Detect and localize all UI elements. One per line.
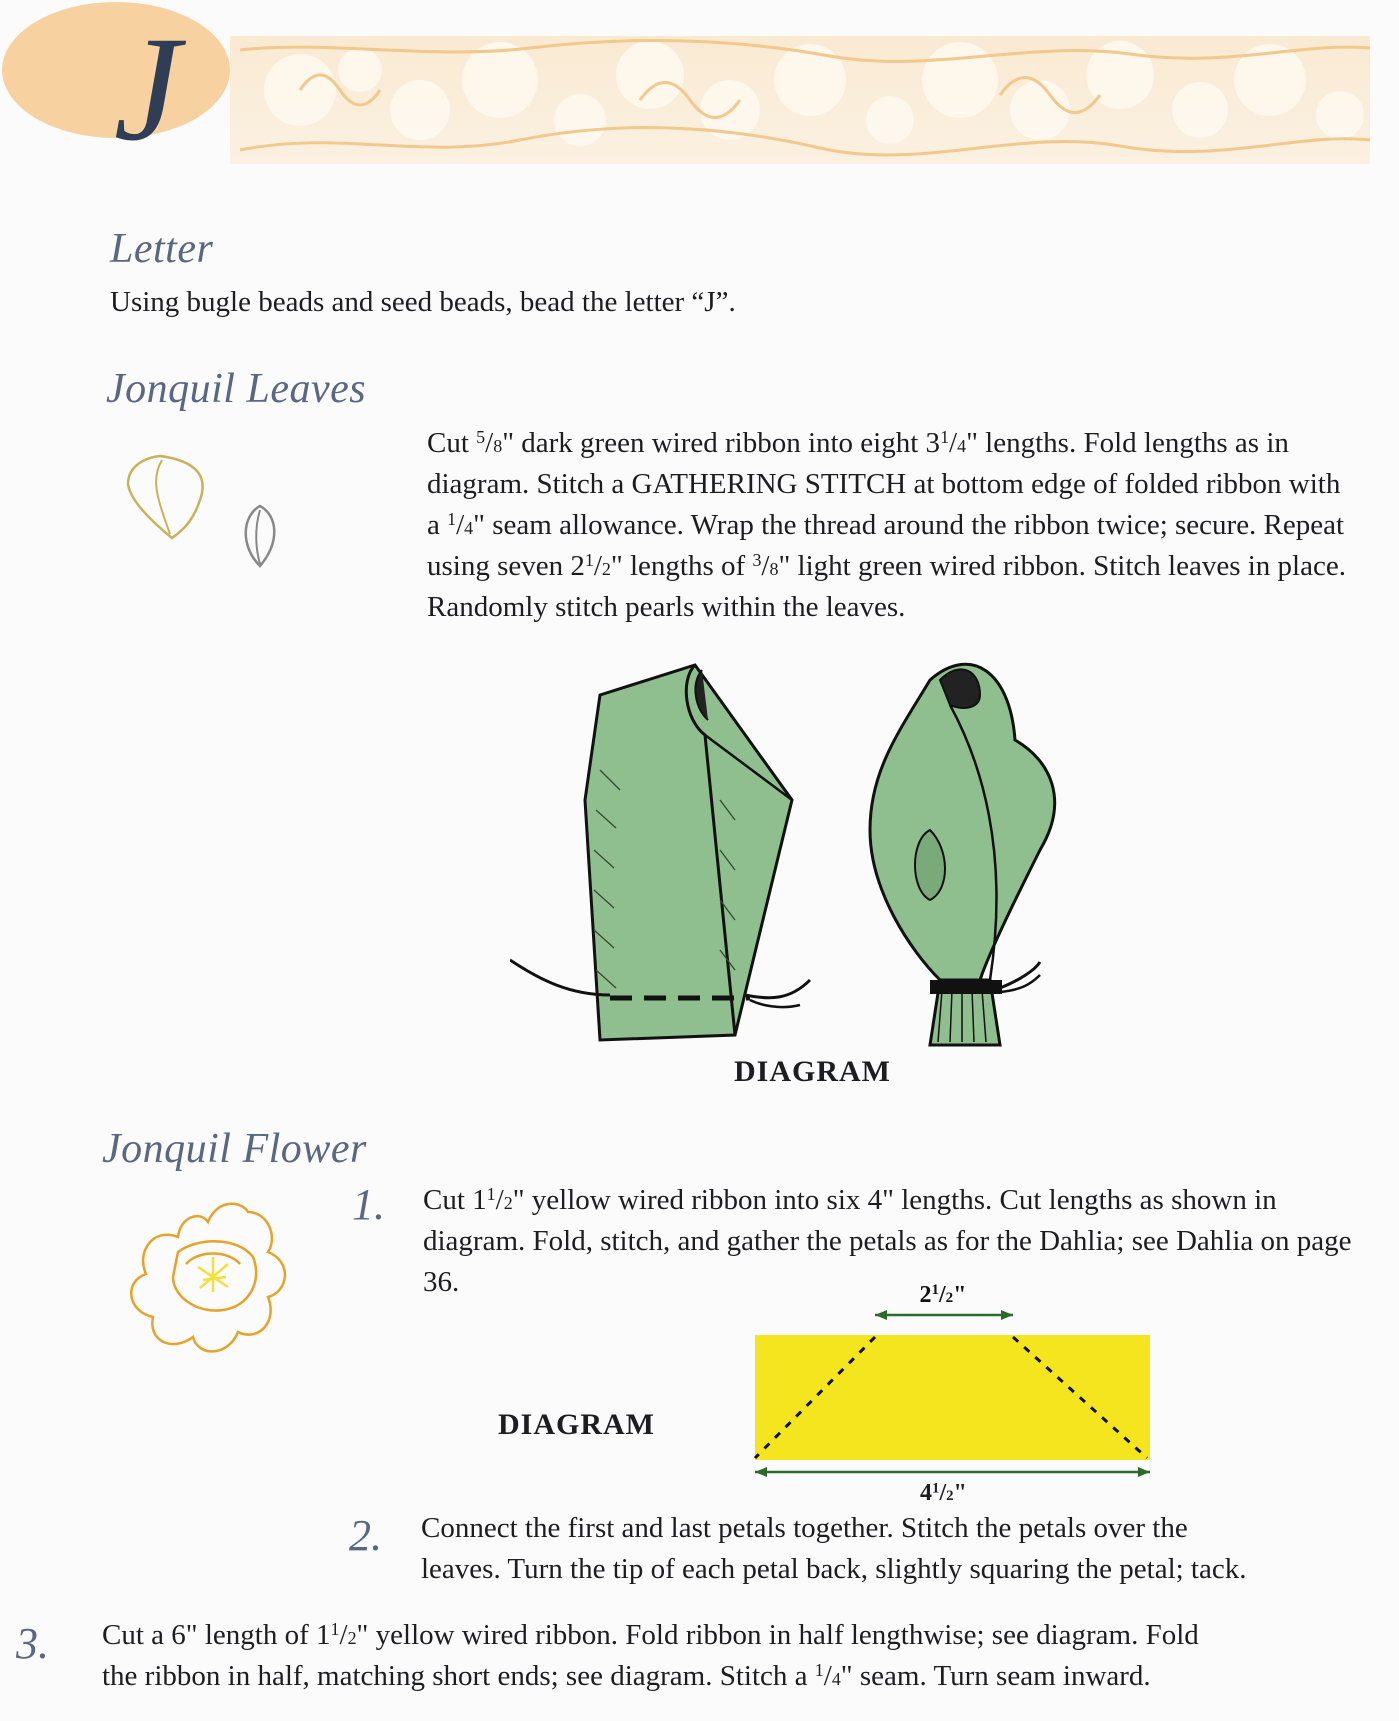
header-banner bbox=[0, 0, 1399, 200]
leaves-instructions: Cut $^5$/8" dark green wired ribbon into eight $3^1/4$" lengths. Fold lengths as in diagram. Stitch a GATHERING STITCH at bottom edge of folded ribbon with a $^1$/4" seam allowance. Wrap the thread around the ribbon twice; secure. Repeat using seven $2^1/2$" lengths of $^3$/8" light green wired ribbon. Stitch leaves in place. Randomly stitch pearls within the leaves. bbox=[427, 427, 1346, 623]
step-1-instructions: Cut $1^1/2$" yellow wired ribbon into six 4" lengths. Cut lengths as shown in diagram. Fold, stitch, and gather the petals as for the Dahlia; see Dahlia on page 36. bbox=[423, 1184, 1352, 1298]
leaves-diagram-label: DIAGRAM bbox=[734, 1055, 891, 1088]
leaf-fold-left bbox=[510, 665, 810, 1040]
step-2-instructions bbox=[421, 1508, 1391, 1590]
flower-diagram-label: DIAGRAM bbox=[498, 1408, 655, 1441]
letter-instructions: Using bugle beads and seed beads, bead the letter “J”. bbox=[110, 286, 736, 318]
header-big-letter: J bbox=[113, 6, 181, 172]
bottom-dimension-label: $4^1/2$" bbox=[920, 1480, 967, 1506]
section-title-letter: Letter bbox=[110, 226, 214, 272]
petal-cut-diagram bbox=[745, 1280, 1165, 1490]
top-dimension-label: $2^1/2$" bbox=[919, 1282, 967, 1308]
step-3-tail: " seam. Turn seam inward. bbox=[840, 1660, 1151, 1692]
step-3-number: 3. bbox=[16, 1619, 49, 1668]
leaf-gathered-right bbox=[870, 664, 1055, 1045]
step-3-instructions: Cut a 6" length of $1^1/2$" yellow wired ribbon. Fold ribbon in half lengthwise; see diagram. Fold the ribbon in half, matching short ends; see diagram. Stitch a $^1$/4" seam. Turn seam inward. bbox=[102, 1619, 1199, 1692]
leaf-outline-icon bbox=[120, 450, 290, 570]
step-2-line-2: leaves. Turn the tip of each petal back, slightly squaring the petal; tack. bbox=[421, 1553, 1247, 1585]
flower-outline-icon bbox=[118, 1192, 298, 1362]
leaves-folding-diagram bbox=[510, 650, 1070, 1050]
section-title-jonquil-leaves: Jonquil Leaves bbox=[106, 366, 367, 412]
yellow-ribbon-rect bbox=[755, 1335, 1150, 1460]
step-2-number: 2. bbox=[349, 1511, 382, 1560]
step-1-number: 1. bbox=[352, 1180, 385, 1229]
step-2-line-1: Connect the first and last petals together. Stitch the petals over the bbox=[421, 1512, 1188, 1544]
section-title-jonquil-flower: Jonquil Flower bbox=[102, 1126, 367, 1172]
